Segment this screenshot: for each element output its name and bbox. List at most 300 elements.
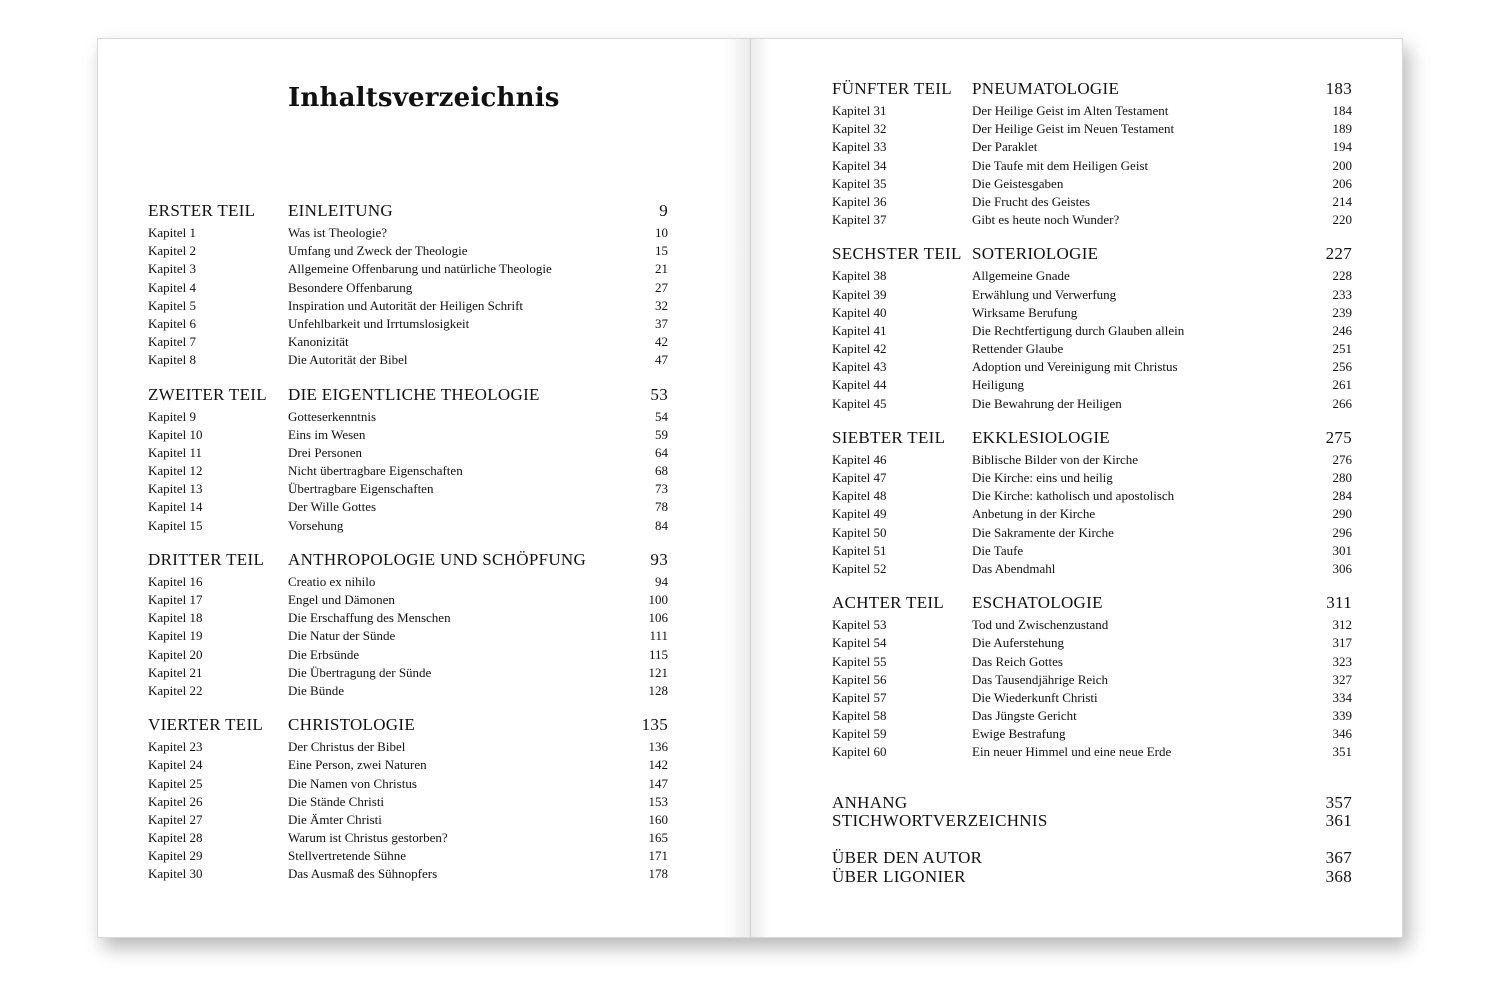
- chapter-title: Der Heilige Geist im Neuen Testament: [972, 121, 1175, 137]
- chapter-label: Kapitel 48: [832, 488, 887, 504]
- toc-part: [832, 79, 1352, 230]
- chapter-row: [148, 866, 668, 884]
- chapter-label: Kapitel 52: [832, 560, 887, 576]
- chapter-page-number: 220: [1332, 212, 1352, 228]
- appendix-page-number: 368: [1325, 866, 1352, 886]
- chapter-label: Kapitel 1: [148, 225, 197, 240]
- chapter-page-number: 37: [655, 315, 668, 331]
- chapter-page-number: 346: [1332, 726, 1352, 742]
- chapter-label: Kapitel 6: [148, 315, 197, 331]
- chapter-page-number: 73: [655, 481, 668, 497]
- part-title: ANTHROPOLOGIE UND SCHÖPFUNG: [288, 549, 587, 569]
- part-label: VIERTER TEIL: [148, 715, 264, 735]
- chapter-title: Wirksame Berufung: [972, 304, 1078, 320]
- chapter-title: Creatio ex nihilo: [288, 573, 376, 589]
- right-page: [750, 38, 1403, 938]
- chapter-title: Die Rechtfertigung durch Glauben allein: [972, 322, 1185, 338]
- chapter-label: Kapitel 36: [832, 193, 887, 209]
- chapter-title: Allgemeine Offenbarung und natürliche Theologie: [288, 261, 552, 277]
- chapter-title: Die Taufe mit dem Heiligen Geist: [972, 157, 1149, 173]
- appendix-title: STICHWORTVERZEICHNIS: [832, 810, 1048, 830]
- chapter-page-number: 100: [648, 592, 668, 607]
- chapter-page-number: 200: [1332, 157, 1352, 173]
- chapter-label: Kapitel 19: [148, 628, 203, 644]
- chapter-row: [148, 518, 668, 536]
- part-heading: [832, 593, 1352, 617]
- chapter-row: [832, 635, 1352, 653]
- chapter-title: Gibt es heute noch Wunder?: [972, 212, 1120, 228]
- chapter-row: [832, 396, 1352, 414]
- chapter-page-number: 290: [1332, 506, 1352, 522]
- chapter-row: [148, 445, 668, 463]
- chapter-label: Kapitel 53: [832, 617, 887, 633]
- chapter-title: Die Frucht des Geistes: [972, 193, 1091, 209]
- chapter-row: [832, 139, 1352, 157]
- chapter-label: Kapitel 50: [832, 524, 887, 540]
- chapter-row: [832, 359, 1352, 377]
- chapter-page-number: 184: [1332, 103, 1352, 118]
- appendix-row: [832, 867, 1352, 885]
- appendix-row: [832, 793, 1352, 811]
- chapter-title: Die Sakramente der Kirche: [972, 524, 1114, 540]
- chapter-title: Rettender Glaube: [972, 341, 1064, 357]
- chapter-row: [832, 726, 1352, 744]
- chapter-label: Kapitel 38: [832, 268, 887, 284]
- appendix-page-number: 367: [1325, 848, 1352, 868]
- chapter-label: Kapitel 11: [148, 444, 203, 460]
- chapter-label: Kapitel 12: [148, 463, 203, 479]
- part-title: DIE EIGENTLICHE THEOLOGIE: [288, 384, 540, 404]
- chapter-page-number: 59: [655, 426, 668, 442]
- chapter-label: Kapitel 17: [148, 592, 203, 607]
- part-label: SECHSTER TEIL: [832, 244, 962, 264]
- chapter-page-number: 351: [1332, 744, 1352, 760]
- chapter-title: Die Auferstehung: [972, 635, 1065, 651]
- chapter-page-number: 284: [1332, 488, 1352, 504]
- chapter-title: Die Wiederkunft Christi: [972, 689, 1098, 705]
- chapter-row: [832, 158, 1352, 176]
- chapter-row: [148, 481, 668, 499]
- chapter-label: Kapitel 35: [832, 175, 887, 191]
- chapter-page-number: 136: [648, 739, 668, 755]
- chapter-title: Die Kirche: eins und heilig: [972, 470, 1113, 485]
- toc-part: [832, 244, 1352, 414]
- chapter-label: Kapitel 20: [148, 646, 203, 662]
- part-heading: [832, 428, 1352, 452]
- chapter-label: Kapitel 42: [832, 341, 887, 357]
- chapter-row: [148, 352, 668, 370]
- toc-part: [148, 550, 668, 701]
- page-title: Inhaltsverzeichnis: [288, 83, 560, 113]
- chapter-row: [832, 525, 1352, 543]
- chapter-row: [148, 812, 668, 830]
- appendix-page-number: 361: [1325, 810, 1352, 830]
- chapter-page-number: 84: [655, 517, 668, 533]
- chapter-row: [832, 194, 1352, 212]
- chapter-page-number: 42: [655, 334, 668, 350]
- chapter-title: Eins im Wesen: [288, 426, 366, 442]
- chapter-label: Kapitel 33: [832, 139, 887, 155]
- toc-part: [148, 715, 668, 885]
- chapter-title: Umfang und Zweck der Theologie: [288, 243, 468, 259]
- toc-part: [148, 385, 668, 536]
- chapter-page-number: 214: [1332, 193, 1352, 209]
- part-heading: [832, 79, 1352, 103]
- chapter-label: Kapitel 4: [148, 279, 197, 295]
- part-page-number: 275: [1325, 427, 1352, 447]
- chapter-label: Kapitel 24: [148, 757, 203, 773]
- chapter-label: Kapitel 57: [832, 689, 887, 705]
- toc-part: [832, 593, 1352, 763]
- chapter-label: Kapitel 34: [832, 157, 887, 173]
- chapter-label: Kapitel 13: [148, 481, 203, 497]
- chapter-title: Unfehlbarkeit und Irrtumslosigkeit: [288, 315, 470, 331]
- chapter-title: Die Natur der Sünde: [288, 628, 396, 644]
- chapter-title: Das Ausmaß des Sühnopfers: [288, 866, 438, 882]
- chapter-page-number: 171: [648, 848, 668, 864]
- part-label: SIEBTER TEIL: [832, 427, 946, 447]
- chapter-label: Kapitel 45: [832, 395, 887, 411]
- appendix-group: [832, 848, 1352, 885]
- chapter-label: Kapitel 30: [148, 866, 203, 882]
- chapter-title: Inspiration und Autorität der Heiligen Schrift: [288, 297, 524, 313]
- chapter-row: [832, 708, 1352, 726]
- chapter-label: Kapitel 5: [148, 297, 197, 313]
- part-page-number: 183: [1325, 79, 1352, 98]
- chapter-label: Kapitel 41: [832, 322, 887, 338]
- chapter-row: [832, 377, 1352, 395]
- chapter-page-number: 189: [1332, 121, 1352, 137]
- chapter-label: Kapitel 21: [148, 664, 203, 680]
- chapter-page-number: 68: [655, 463, 668, 479]
- chapter-row: [148, 665, 668, 683]
- chapter-label: Kapitel 2: [148, 243, 197, 259]
- part-heading: [832, 244, 1352, 268]
- chapter-label: Kapitel 37: [832, 212, 887, 228]
- chapter-row: [148, 280, 668, 298]
- chapter-row: [832, 212, 1352, 230]
- chapter-label: Kapitel 7: [148, 334, 197, 350]
- chapter-page-number: 121: [648, 664, 668, 680]
- chapter-label: Kapitel 3: [148, 261, 197, 277]
- chapter-label: Kapitel 55: [832, 653, 887, 669]
- chapter-label: Kapitel 14: [148, 499, 203, 515]
- chapter-title: Die Kirche: katholisch und apostolisch: [972, 488, 1175, 504]
- chapter-title: Was ist Theologie?: [288, 225, 388, 240]
- chapter-title: Stellvertretende Sühne: [288, 848, 407, 864]
- chapter-page-number: 153: [648, 793, 668, 809]
- chapter-title: Besondere Offenbarung: [288, 279, 413, 295]
- chapter-title: Warum ist Christus gestorben?: [288, 830, 448, 846]
- part-title: EINLEITUNG: [288, 201, 393, 220]
- chapter-title: Die Übertragung der Sünde: [288, 664, 432, 680]
- chapter-page-number: 54: [655, 408, 668, 424]
- chapter-page-number: 128: [648, 682, 668, 698]
- appendix-title: ÜBER DEN AUTOR: [832, 848, 983, 868]
- chapter-title: Die Bünde: [288, 682, 344, 698]
- chapter-page-number: 178: [648, 866, 668, 882]
- chapter-row: [148, 261, 668, 279]
- chapter-title: Das Reich Gottes: [972, 653, 1063, 669]
- chapter-row: [148, 225, 668, 243]
- left-page: [97, 38, 750, 938]
- chapter-page-number: 280: [1332, 470, 1352, 485]
- chapter-row: [148, 243, 668, 261]
- chapter-page-number: 21: [655, 261, 668, 277]
- toc-right: [832, 79, 1352, 904]
- chapter-title: Engel und Dämonen: [288, 592, 395, 607]
- part-label: DRITTER TEIL: [148, 549, 265, 569]
- chapter-title: Die Bewahrung der Heiligen: [972, 395, 1122, 411]
- chapter-title: Die Geistesgaben: [972, 175, 1064, 191]
- chapter-title: Die Autorität der Bibel: [288, 352, 408, 368]
- chapter-label: Kapitel 59: [832, 726, 887, 742]
- chapter-row: [148, 334, 668, 352]
- chapter-row: [832, 176, 1352, 194]
- chapter-page-number: 276: [1332, 451, 1352, 467]
- chapter-label: Kapitel 9: [148, 408, 197, 424]
- chapter-label: Kapitel 23: [148, 739, 203, 755]
- chapter-label: Kapitel 39: [832, 286, 887, 302]
- toc-left: [148, 201, 668, 899]
- chapter-title: Der Paraklet: [972, 139, 1038, 155]
- appendix-page-number: 357: [1325, 792, 1352, 812]
- chapter-page-number: 206: [1332, 175, 1352, 191]
- part-page-number: 9: [659, 201, 668, 220]
- appendix-row: [832, 848, 1352, 866]
- chapter-title: Die Erbsünde: [288, 646, 360, 662]
- chapter-page-number: 78: [655, 499, 668, 515]
- chapter-page-number: 246: [1332, 322, 1352, 338]
- chapter-label: Kapitel 43: [832, 359, 887, 375]
- chapter-title: Ewige Bestrafung: [972, 726, 1066, 742]
- chapter-label: Kapitel 8: [148, 352, 197, 368]
- chapter-page-number: 94: [655, 573, 668, 589]
- chapter-page-number: 194: [1332, 139, 1352, 155]
- chapter-title: Vorsehung: [288, 517, 344, 533]
- chapter-page-number: 10: [655, 225, 668, 240]
- chapter-row: [148, 830, 668, 848]
- chapter-page-number: 106: [648, 610, 668, 626]
- chapter-row: [832, 654, 1352, 672]
- chapter-title: Drei Personen: [288, 444, 363, 460]
- part-label: FÜNFTER TEIL: [832, 79, 952, 98]
- chapter-page-number: 32: [655, 297, 668, 313]
- chapter-row: [148, 794, 668, 812]
- chapter-label: Kapitel 26: [148, 793, 203, 809]
- part-page-number: 227: [1325, 244, 1352, 264]
- chapter-title: Die Ämter Christi: [288, 811, 382, 827]
- chapter-label: Kapitel 40: [832, 304, 887, 320]
- part-heading: [148, 201, 668, 225]
- chapter-page-number: 228: [1332, 268, 1352, 284]
- chapter-page-number: 317: [1332, 635, 1352, 651]
- chapter-title: Kanonizität: [288, 334, 349, 350]
- chapter-title: Der Heilige Geist im Alten Testament: [972, 103, 1169, 118]
- chapter-title: Das Jüngste Gericht: [972, 708, 1077, 724]
- toc-part: [148, 201, 668, 371]
- chapter-label: Kapitel 25: [148, 775, 203, 791]
- part-heading: [148, 550, 668, 574]
- chapter-row: [148, 427, 668, 445]
- chapter-row: [832, 121, 1352, 139]
- chapter-row: [148, 409, 668, 427]
- chapter-label: Kapitel 58: [832, 708, 887, 724]
- toc-part: [832, 428, 1352, 579]
- chapter-title: Das Tausendjährige Reich: [972, 671, 1109, 687]
- chapter-row: [148, 776, 668, 794]
- chapter-page-number: 64: [655, 444, 668, 460]
- part-page-number: 311: [1326, 593, 1352, 613]
- chapter-row: [148, 463, 668, 481]
- book-spread: [97, 38, 1403, 938]
- chapter-row: [148, 499, 668, 517]
- part-heading: [148, 715, 668, 739]
- chapter-page-number: 323: [1332, 653, 1352, 669]
- chapter-page-number: 301: [1332, 542, 1352, 558]
- chapter-row: [832, 543, 1352, 561]
- chapter-page-number: 261: [1332, 377, 1352, 393]
- chapter-label: Kapitel 22: [148, 682, 203, 698]
- chapter-label: Kapitel 51: [832, 542, 887, 558]
- chapter-row: [148, 316, 668, 334]
- part-title: CHRISTOLOGIE: [288, 715, 416, 735]
- chapter-row: [148, 647, 668, 665]
- chapter-row: [832, 617, 1352, 635]
- chapter-title: Biblische Bilder von der Kirche: [972, 451, 1139, 467]
- chapter-title: Übertragbare Eigenschaften: [288, 481, 434, 497]
- appendix-row: [832, 811, 1352, 829]
- chapter-page-number: 251: [1332, 341, 1352, 357]
- part-title: PNEUMATOLOGIE: [972, 79, 1120, 98]
- part-title: SOTERIOLOGIE: [972, 244, 1099, 264]
- part-title: ESCHATOLOGIE: [972, 593, 1103, 613]
- chapter-title: Der Wille Gottes: [288, 499, 377, 515]
- chapter-page-number: 27: [655, 279, 668, 295]
- part-page-number: 135: [641, 715, 668, 735]
- chapter-row: [148, 628, 668, 646]
- chapter-page-number: 160: [648, 811, 668, 827]
- chapter-label: Kapitel 28: [148, 830, 203, 846]
- chapter-page-number: 256: [1332, 359, 1352, 375]
- chapter-row: [832, 341, 1352, 359]
- chapter-label: Kapitel 29: [148, 848, 203, 864]
- chapter-label: Kapitel 54: [832, 635, 887, 651]
- chapter-title: Nicht übertragbare Eigenschaften: [288, 463, 463, 479]
- chapter-page-number: 111: [649, 628, 668, 644]
- chapter-row: [832, 287, 1352, 305]
- chapter-label: Kapitel 31: [832, 103, 887, 118]
- chapter-title: Die Taufe: [972, 542, 1024, 558]
- chapter-label: Kapitel 16: [148, 573, 203, 589]
- chapter-page-number: 115: [648, 646, 668, 662]
- chapter-row: [832, 506, 1352, 524]
- chapter-row: [832, 488, 1352, 506]
- chapter-row: [148, 683, 668, 701]
- chapter-title: Die Stände Christi: [288, 793, 385, 809]
- appendix-title: ÜBER LIGONIER: [832, 866, 966, 886]
- chapter-row: [832, 103, 1352, 121]
- chapter-label: Kapitel 27: [148, 811, 203, 827]
- chapter-row: [832, 561, 1352, 579]
- chapter-title: Adoption und Vereinigung mit Christus: [972, 359, 1178, 375]
- chapter-page-number: 327: [1332, 671, 1352, 687]
- chapter-row: [148, 848, 668, 866]
- chapter-title: Die Erschaffung des Menschen: [288, 610, 451, 626]
- part-page-number: 53: [650, 384, 668, 404]
- chapter-page-number: 306: [1332, 560, 1352, 576]
- chapter-label: Kapitel 47: [832, 470, 887, 485]
- chapter-page-number: 233: [1332, 286, 1352, 302]
- chapter-page-number: 296: [1332, 524, 1352, 540]
- chapter-page-number: 47: [655, 352, 668, 368]
- chapter-label: Kapitel 46: [832, 451, 887, 467]
- chapter-label: Kapitel 44: [832, 377, 887, 393]
- chapter-title: Heiligung: [972, 377, 1024, 393]
- chapter-row: [832, 452, 1352, 470]
- chapter-row: [148, 574, 668, 592]
- chapter-page-number: 142: [648, 757, 668, 773]
- chapter-row: [832, 672, 1352, 690]
- chapter-label: Kapitel 49: [832, 506, 887, 522]
- chapter-row: [832, 268, 1352, 286]
- chapter-title: Ein neuer Himmel und eine neue Erde: [972, 744, 1172, 760]
- chapter-title: Tod und Zwischenzustand: [972, 617, 1109, 633]
- chapter-row: [832, 323, 1352, 341]
- chapter-title: Der Christus der Bibel: [288, 739, 406, 755]
- part-label: ZWEITER TEIL: [148, 384, 267, 404]
- chapter-title: Gotteserkenntnis: [288, 408, 377, 424]
- chapter-page-number: 239: [1332, 304, 1352, 320]
- chapter-title: Die Namen von Christus: [288, 775, 417, 791]
- chapter-row: [832, 305, 1352, 323]
- chapter-label: Kapitel 10: [148, 426, 203, 442]
- chapter-label: Kapitel 56: [832, 671, 887, 687]
- chapter-row: [832, 470, 1352, 488]
- chapter-title: Eine Person, zwei Naturen: [288, 757, 427, 773]
- chapter-row: [148, 592, 668, 610]
- chapter-label: Kapitel 15: [148, 517, 203, 533]
- part-title: EKKLESIOLOGIE: [972, 427, 1110, 447]
- appendix-group: [832, 793, 1352, 830]
- chapter-title: Anbetung in der Kirche: [972, 506, 1096, 522]
- chapter-row: [832, 690, 1352, 708]
- chapter-page-number: 266: [1332, 395, 1352, 411]
- chapter-row: [148, 610, 668, 628]
- chapter-row: [148, 757, 668, 775]
- appendix-list: [832, 793, 1352, 885]
- appendix-title: ANHANG: [832, 792, 908, 812]
- chapter-page-number: 334: [1332, 689, 1352, 705]
- part-label: ACHTER TEIL: [832, 593, 945, 613]
- part-page-number: 93: [650, 549, 668, 569]
- chapter-row: [832, 744, 1352, 762]
- chapter-page-number: 312: [1332, 617, 1352, 633]
- chapter-label: Kapitel 60: [832, 744, 887, 760]
- chapter-row: [148, 739, 668, 757]
- chapter-page-number: 165: [648, 830, 668, 846]
- chapter-title: Allgemeine Gnade: [972, 268, 1070, 284]
- chapter-title: Erwählung und Verwerfung: [972, 286, 1117, 302]
- part-heading: [148, 385, 668, 409]
- chapter-page-number: 147: [648, 775, 668, 791]
- chapter-page-number: 15: [655, 243, 668, 259]
- chapter-page-number: 339: [1332, 708, 1352, 724]
- chapter-label: Kapitel 18: [148, 610, 203, 626]
- part-label: ERSTER TEIL: [148, 201, 256, 220]
- chapter-row: [148, 298, 668, 316]
- chapter-label: Kapitel 32: [832, 121, 887, 137]
